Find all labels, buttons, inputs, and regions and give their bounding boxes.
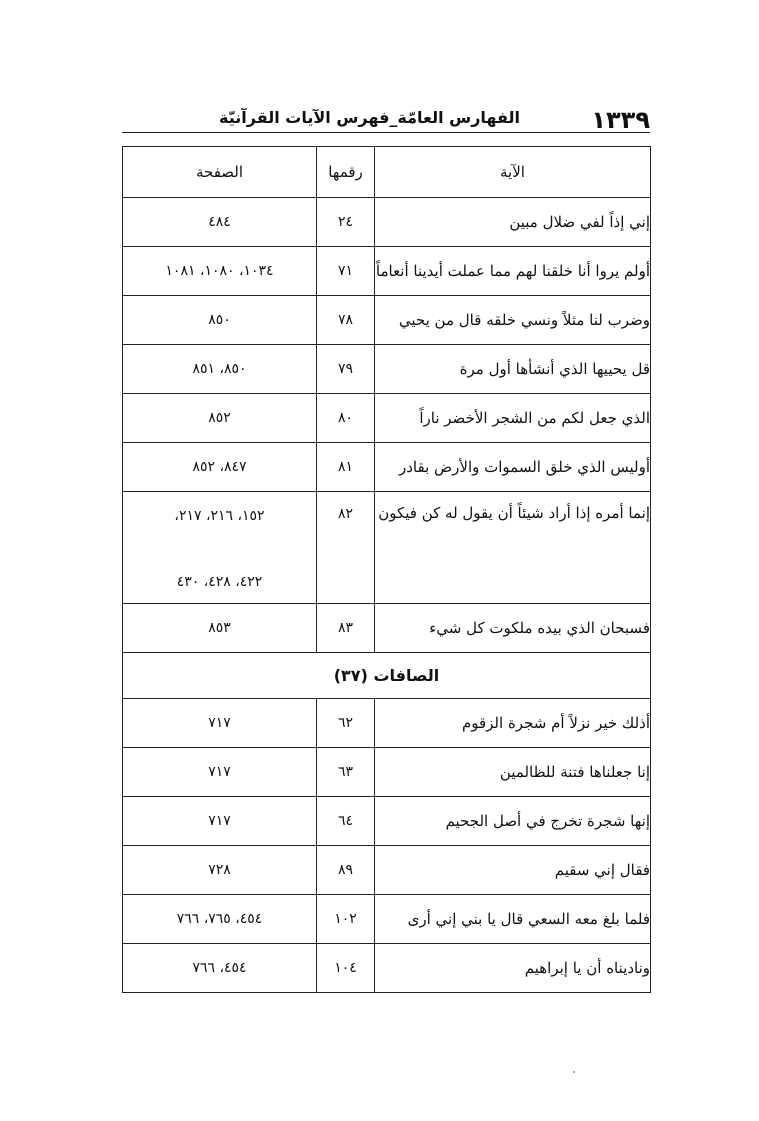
- page-cell: ١٥٢، ٢١٦، ٢١٧،: [123, 492, 317, 562]
- page-cell: ٧١٧: [123, 699, 317, 748]
- page-cell: ٧٢٨: [123, 846, 317, 895]
- page-cell: ٨٥٠: [123, 296, 317, 345]
- verse-number-cell: ٢٤: [317, 198, 375, 247]
- table-header-row: [123, 147, 651, 198]
- page-number: ١٣٣٩: [591, 106, 650, 134]
- table-row: [123, 797, 651, 846]
- page-header: [122, 102, 650, 132]
- verse-number-cell: ٦٤: [317, 797, 375, 846]
- column-header-page: الصفحة: [123, 147, 317, 198]
- column-header-verse: الآية: [375, 147, 651, 198]
- page-cell: ٤٥٤، ٧٦٦: [123, 944, 317, 993]
- scan-speck: [573, 1071, 575, 1073]
- verse-index-table: [122, 146, 651, 993]
- page-cell: ٨٥٣: [123, 604, 317, 653]
- table-row: [123, 895, 651, 944]
- verse-number-cell: ٨٣: [317, 604, 375, 653]
- verse-number-cell: ١٠٢: [317, 895, 375, 944]
- verse-number-cell: ٨١: [317, 443, 375, 492]
- verse-number-cell: ٧٨: [317, 296, 375, 345]
- verse-cell: وناديناه أن يا إبراهيم: [375, 944, 651, 993]
- verse-cell: وضرب لنا مثلاً ونسي خلقه قال من يحيي: [375, 296, 651, 345]
- table-row: [123, 492, 651, 562]
- verse-cell: فلما بلغ معه السعي قال يا بني إني أرى: [375, 895, 651, 944]
- verse-cell: أوليس الذي خلق السموات والأرض بقادر: [375, 443, 651, 492]
- page-cell-continuation: ٤٢٢، ٤٢٨، ٤٣٠: [123, 562, 317, 604]
- table-row: [123, 345, 651, 394]
- verse-cell: إنا جعلناها فتنة للظالمين: [375, 748, 651, 797]
- verse-cell: إنما أمره إذا أراد شيئاً أن يقول له كن فيكون: [375, 492, 651, 604]
- table-row: [123, 443, 651, 492]
- page-cell: ٧١٧: [123, 748, 317, 797]
- verse-cell: إنها شجرة تخرج في أصل الجحيم: [375, 797, 651, 846]
- verse-cell: إني إذاً لفي ضلال مبين: [375, 198, 651, 247]
- column-header-number: رقمها: [317, 147, 375, 198]
- verse-cell: قل يحييها الذي أنشأها أول مرة: [375, 345, 651, 394]
- verse-cell: أولم يروا أنا خلقنا لهم مما عملت أيدينا أنعاماً: [375, 247, 651, 296]
- verse-number-cell: ٨٢: [317, 492, 375, 604]
- verse-number-cell: ٨٩: [317, 846, 375, 895]
- page-cell: ١٠٣٤، ١٠٨٠، ١٠٨١: [123, 247, 317, 296]
- header-divider: [122, 132, 650, 133]
- page-cell: ٨٥٠، ٨٥١: [123, 345, 317, 394]
- page-cell: ٨٥٢: [123, 394, 317, 443]
- page-cell: ٤٥٤، ٧٦٥، ٧٦٦: [123, 895, 317, 944]
- page-cell: ٧١٧: [123, 797, 317, 846]
- surah-heading: الصافات (٣٧): [123, 653, 651, 699]
- running-title: الفهارس العامّة_فهرس الآيات القرآنيّة: [219, 108, 520, 127]
- verse-number-cell: ٨٠: [317, 394, 375, 443]
- verse-cell: الذي جعل لكم من الشجر الأخضر ناراً: [375, 394, 651, 443]
- verse-cell: أذلك خير نزلاً أم شجرة الزقوم: [375, 699, 651, 748]
- table-row: [123, 296, 651, 345]
- surah-heading-row: [123, 653, 651, 699]
- table-row: [123, 944, 651, 993]
- page-cell: ٤٨٤: [123, 198, 317, 247]
- table-row: [123, 604, 651, 653]
- table-row: [123, 699, 651, 748]
- verse-number-cell: ١٠٤: [317, 944, 375, 993]
- verse-number-cell: ٦٣: [317, 748, 375, 797]
- verse-number-cell: ٧٩: [317, 345, 375, 394]
- table-row: [123, 748, 651, 797]
- table-row: [123, 198, 651, 247]
- table-row: [123, 846, 651, 895]
- verse-number-cell: ٦٢: [317, 699, 375, 748]
- verse-number-cell: ٧١: [317, 247, 375, 296]
- verse-cell: فسبحان الذي بيده ملكوت كل شيء: [375, 604, 651, 653]
- table-row: [123, 247, 651, 296]
- verse-cell: فقال إني سقيم: [375, 846, 651, 895]
- table-row: [123, 394, 651, 443]
- page-cell: ٨٤٧، ٨٥٢: [123, 443, 317, 492]
